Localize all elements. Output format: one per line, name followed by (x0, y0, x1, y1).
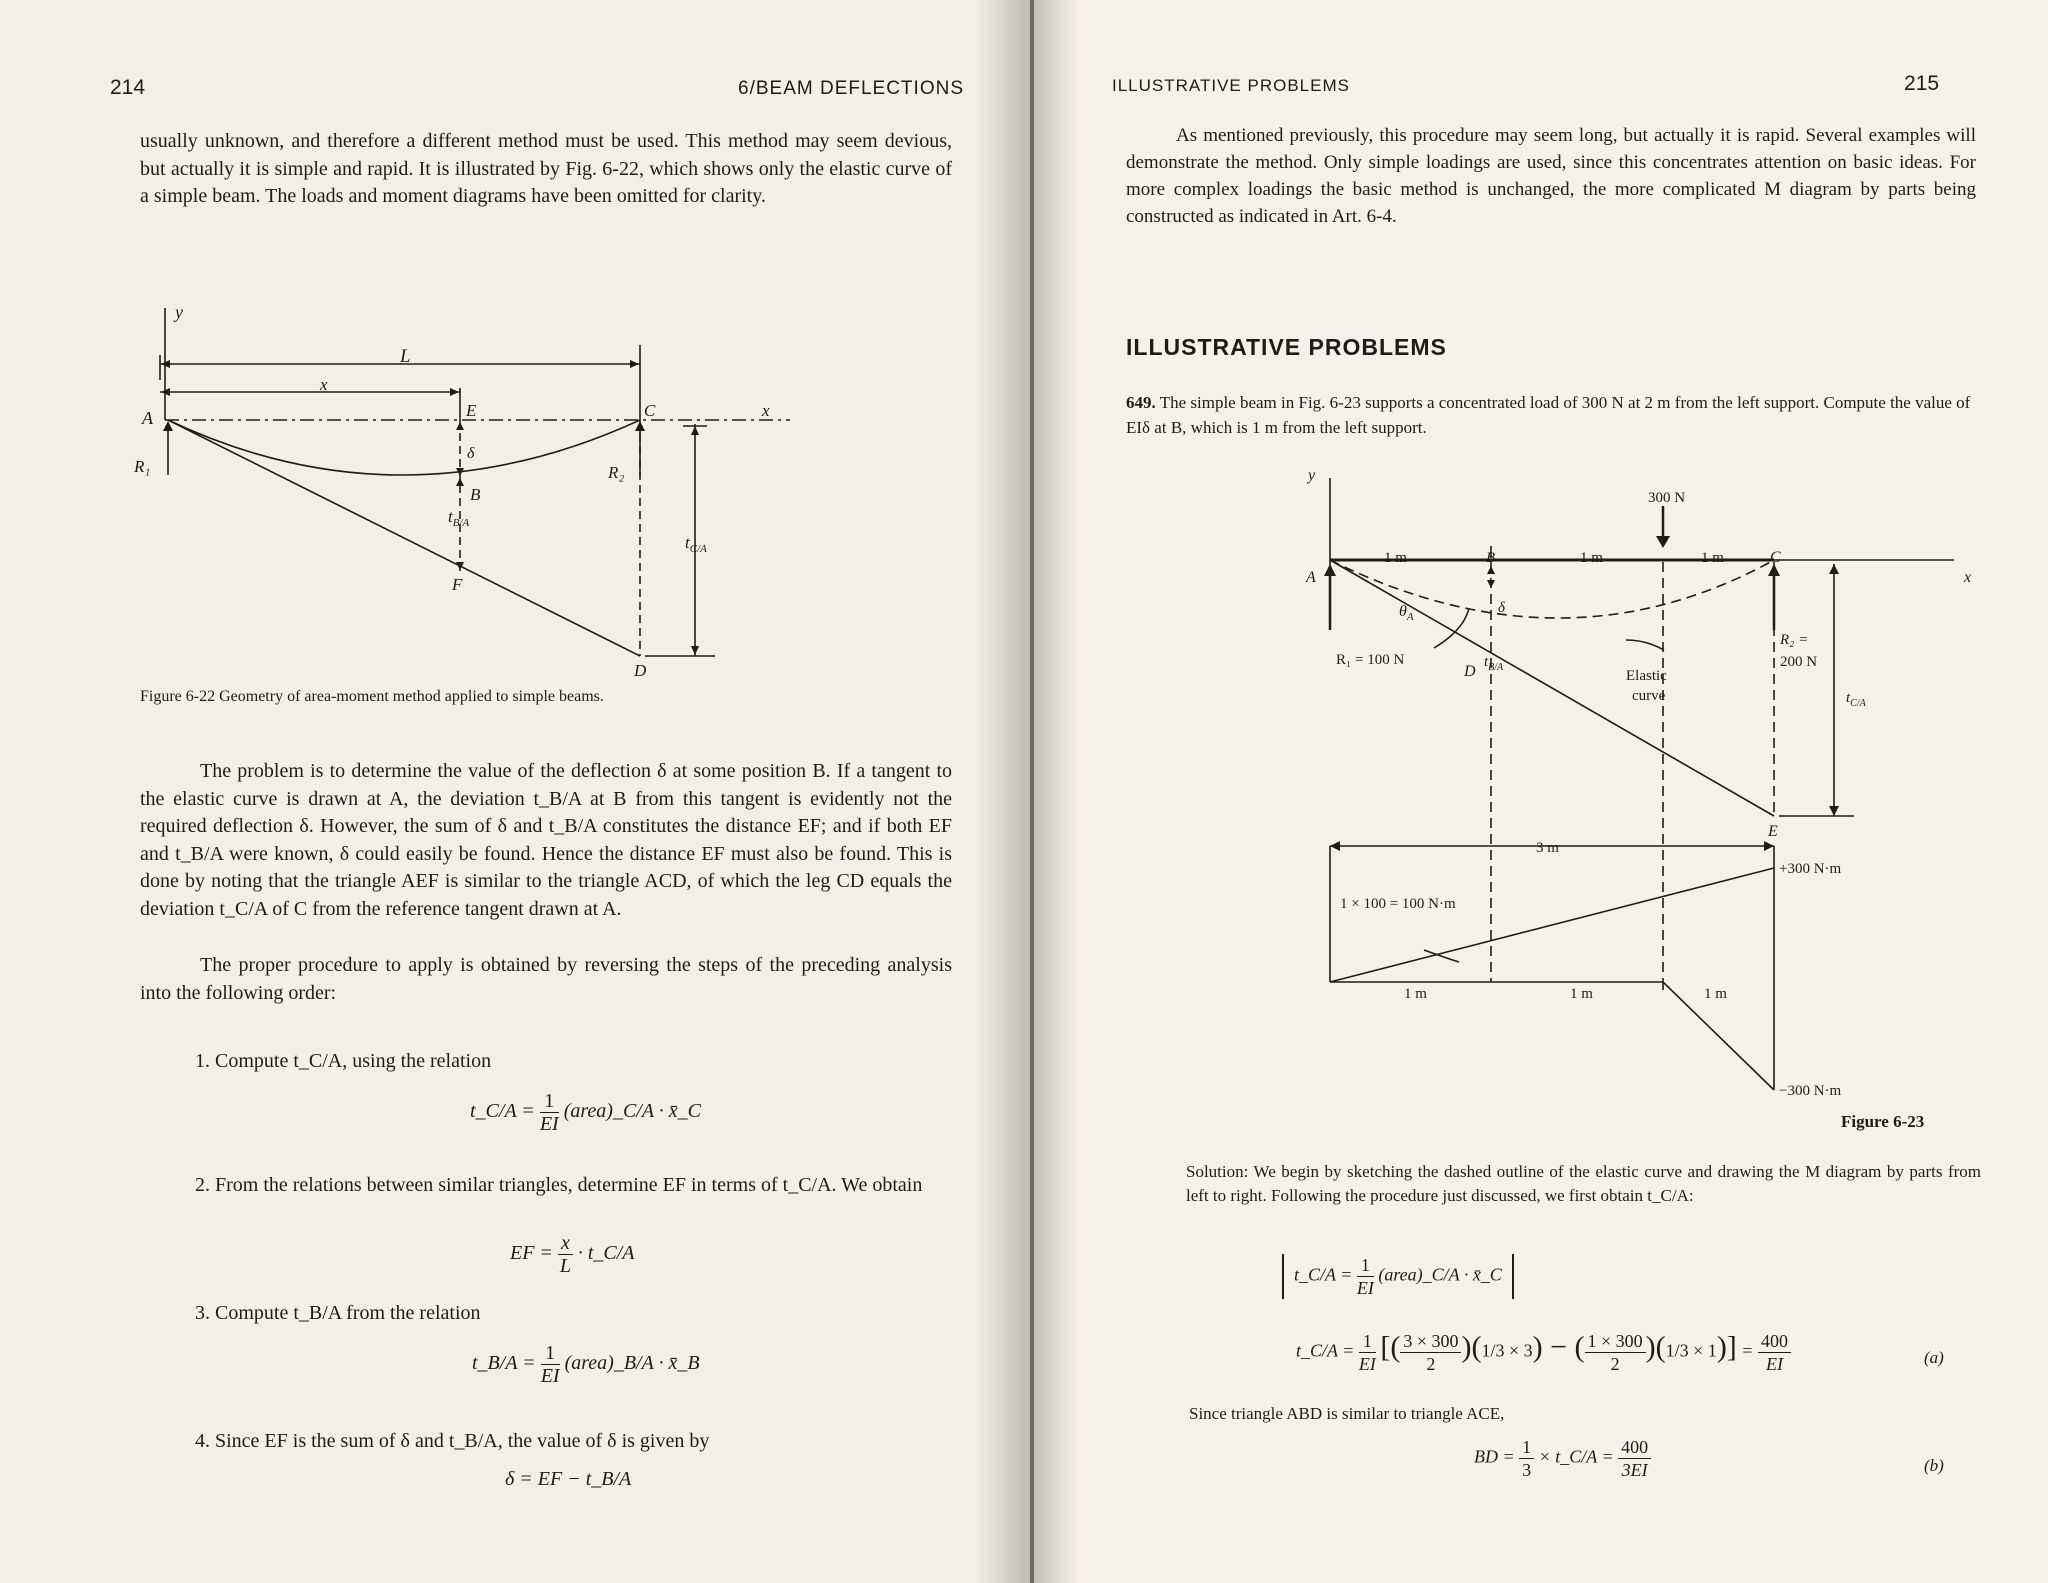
figure-caption-6-23: Figure 6-23 (1841, 1112, 1925, 1131)
step-4-text: Since EF is the sum of δ and t_B/A, the value of δ is given by (215, 1430, 710, 1452)
label-tBA: $t_{B/A}$ (448, 507, 470, 529)
label-C: C (644, 401, 656, 420)
page-number-left: 214 (110, 76, 146, 99)
eq-a-fraction (1359, 1330, 1376, 1375)
elastic-curve (1330, 560, 1774, 618)
label-positive-moment: +300 N·m (1779, 861, 1842, 877)
right-page (1034, 0, 2048, 1583)
label-R2: R₂ = (1780, 632, 1809, 648)
eq-b-mid: × t_C/A = (1538, 1446, 1614, 1467)
equation-b (1474, 1436, 1651, 1481)
label-tCA: $t_{C/A}$ (1846, 690, 1866, 709)
running-head-left: 6/BEAM DEFLECTIONS (738, 78, 964, 99)
step-4-number: 4. (195, 1430, 210, 1452)
equation-3 (472, 1342, 700, 1387)
eq3-rhs: (area)_B/A · x̄_B (564, 1352, 700, 1375)
label-x-axis: x (762, 401, 770, 420)
label-delta: δ (467, 445, 475, 462)
label-x: x (1964, 569, 1972, 586)
boxed-eq-num: 1 (1357, 1254, 1374, 1277)
label-span-3: 1 m (1701, 550, 1724, 566)
label-y: y (175, 302, 183, 322)
gutter-shadow-right (1034, 0, 1079, 1583)
similar-triangles-text: Since triangle ABD is similar to triangle ACE, (1189, 1404, 1505, 1423)
eq2-num: x (558, 1232, 573, 1255)
step-2 (195, 1172, 985, 1199)
label-B: B (1486, 550, 1496, 566)
label-area: 1 × 100 = 100 N·m (1340, 896, 1456, 912)
section-title: ILLUSTRATIVE PROBLEMS (1126, 334, 1447, 360)
step-1 (195, 1048, 491, 1075)
label-curve: curve (1632, 688, 1666, 704)
solution-paragraph: Solution: We begin by sketching the dashed outline of the elastic curve and drawing the M diagram by parts from left to right. Following the procedure just discussed, we first obtain t_C/A: (1186, 1162, 1981, 1205)
boxed-equation (1282, 1254, 1514, 1299)
label-R2: R₂ (608, 463, 625, 482)
label-R2-value: 200 N (1780, 654, 1818, 670)
label-elastic: Elastic (1626, 668, 1667, 684)
eq3-fraction (541, 1342, 560, 1387)
gutter-shadow-left (975, 0, 1030, 1583)
label-tCA: $t_{C/A}$ (685, 533, 707, 555)
boxed-eq-fraction (1357, 1254, 1374, 1299)
eq-a-result: $\frac{400}{EI}$ (1758, 1330, 1791, 1375)
tangent-at-A (168, 420, 640, 656)
step-1-number: 1. (195, 1050, 210, 1072)
label-E: E (466, 401, 477, 420)
eq3-num: 1 (541, 1342, 560, 1365)
eq-b-result: $\frac{400}{3EI}$ (1618, 1436, 1651, 1481)
eq2-lhs: EF = (510, 1242, 553, 1265)
label-B: B (470, 485, 481, 504)
label-F: F (452, 575, 463, 594)
equation-4: δ = EF − t_B/A (505, 1468, 632, 1490)
equation-b-tag: (b) (1924, 1456, 1944, 1475)
label-m2: 1 m (1570, 986, 1593, 1002)
label-y: y (1308, 470, 1316, 484)
equation-a: t_C/A = $\frac{1}{EI}$ [( $\frac{3 \times 300}{2}$ )(1/3 × 3) − ( $\frac{1 \times 300}{2}$ )(1/3 × 1)] = $\frac{400}{EI}$ (1296, 1330, 1791, 1375)
paragraph-2: The problem is to determine the value of the deflection δ at some position B. If a tangent to the elastic curve is drawn at A, the deviation t_B/A at B from this tangent is evidently not the required deflection δ. However, the sum of δ and t_B/A constitutes the distance EF; and if both EF and t_B/A were known, δ could easily be found. Hence the distance EF must also be found. This is done by noting that the triangle AEF is similar to the triangle ACD, of which the leg CD equals the deviation t_C/A of C from the reference tangent drawn at A. (140, 760, 952, 920)
eq1-rhs: (area)_C/A · x̄_C (563, 1100, 701, 1123)
label-load: 300 N (1648, 490, 1686, 506)
boxed-eq-lhs: t_C/A = (1294, 1264, 1353, 1285)
problem-649 (1126, 390, 1976, 440)
eq-a-term2: 1/3 × 3 (1481, 1340, 1533, 1361)
label-span-2: 1 m (1580, 550, 1603, 566)
eq2-den: L (559, 1255, 571, 1277)
label-R1: R₁ (134, 457, 151, 476)
tangent-at-A (1330, 560, 1774, 816)
eq-a-num: 1 (1359, 1330, 1376, 1353)
step-1-text: Compute t_C/A, using the relation (215, 1050, 492, 1072)
step-3-text: Compute t_B/A from the relation (215, 1302, 481, 1324)
eq3-den: EI (540, 1365, 560, 1387)
positive-moment-line (1330, 868, 1774, 982)
elastic-curve (168, 420, 640, 475)
label-C: C (1770, 549, 1781, 566)
eq-a-lhs: t_C/A = (1296, 1340, 1355, 1361)
label-span-1: 1 m (1384, 550, 1407, 566)
label-dim-3m: 3 m (1536, 840, 1559, 856)
running-head-right: ILLUSTRATIVE PROBLEMS (1112, 76, 1350, 95)
problem-text: The simple beam in Fig. 6-23 supports a concentrated load of 300 N at 2 m from the left support. Compute the value of EIδ at B, which is 1 m from the left support. (1126, 393, 1971, 437)
intro-paragraph-right: As mentioned previously, this procedure may seem long, but actually it is rapid. Several examples will demonstrate the method. Only simple loadings are used, since this concentrates attention on basic ideas. For more complex loadings the basic method is unchanged, the more complicated M diagram by parts being constructed as indicated in Art. 6-4. (1126, 125, 1976, 227)
label-delta: δ (1498, 600, 1505, 616)
eq1-den: EI (539, 1113, 559, 1135)
equation-1 (470, 1090, 701, 1135)
step-3-number: 3. (195, 1302, 210, 1324)
label-m1: 1 m (1404, 986, 1427, 1002)
eq1-fraction (540, 1090, 559, 1135)
label-E: E (1768, 823, 1778, 840)
step-2-number: 2. (195, 1174, 210, 1196)
equation-2 (510, 1232, 635, 1277)
eq1-num: 1 (540, 1090, 559, 1113)
label-L: L (400, 346, 411, 367)
figure-caption-6-22: Figure 6-22 Geometry of area-moment method applied to simple beams. (140, 688, 604, 705)
figure-6-23 (1274, 470, 1994, 1110)
label-tBA: $t_{B/A}$ (1484, 654, 1504, 673)
boxed-eq-den: EI (1356, 1278, 1374, 1298)
label-negative-moment: −300 N·m (1779, 1083, 1842, 1099)
label-D: D (634, 661, 647, 680)
eq-a-term4: 1/3 × 1 (1665, 1340, 1717, 1361)
label-theta: $\theta_A$ (1399, 603, 1414, 623)
elastic-leader (1626, 640, 1664, 650)
intro-paragraph-left: usually unknown, and therefore a different method must be used. This method may seem devious, but actually it is simple and rapid. It is illustrated by Fig. 6-22, which shows only the elastic curve of a simple beam. The loads and moment diagrams have been omitted for clarity. (140, 130, 952, 207)
step-3 (195, 1300, 481, 1327)
eq-b-fraction: $\frac{1}{3}$ (1519, 1436, 1534, 1481)
boxed-eq-rhs: (area)_C/A · x̄_C (1378, 1264, 1502, 1285)
problem-number: 649. (1126, 393, 1156, 412)
label-x-dim: x (320, 375, 328, 394)
label-R1: R₁ = 100 N (1336, 652, 1405, 668)
label-A: A (142, 408, 153, 428)
eq2-rhs: · t_C/A (577, 1242, 635, 1265)
label-m3: 1 m (1704, 986, 1727, 1002)
equation-a-tag: (a) (1924, 1348, 1944, 1367)
eq-a-den: EI (1358, 1354, 1376, 1374)
step-2-text: From the relations between similar triangles, determine EF in terms of t_C/A. We obtain (215, 1174, 923, 1196)
step-4 (195, 1428, 709, 1455)
eq-a-term3: $\frac{1 \times 300}{2}$ (1585, 1330, 1646, 1375)
eq-a-term1: $\frac{3 \times 300}{2}$ (1400, 1330, 1461, 1375)
label-A: A (1306, 569, 1316, 586)
label-D: D (1464, 663, 1476, 680)
eq2-fraction (558, 1232, 573, 1277)
page-number-right: 215 (1904, 72, 1940, 95)
eq1-lhs: t_C/A = (470, 1100, 535, 1123)
tBA-leader (1434, 608, 1469, 648)
eq3-lhs: t_B/A = (472, 1352, 536, 1375)
eq-b-lhs: BD = (1474, 1446, 1515, 1467)
paragraph-3: The proper procedure to apply is obtained by reversing the steps of the preceding analysis into the following order: (140, 954, 952, 1004)
figure-6-22 (130, 300, 830, 680)
